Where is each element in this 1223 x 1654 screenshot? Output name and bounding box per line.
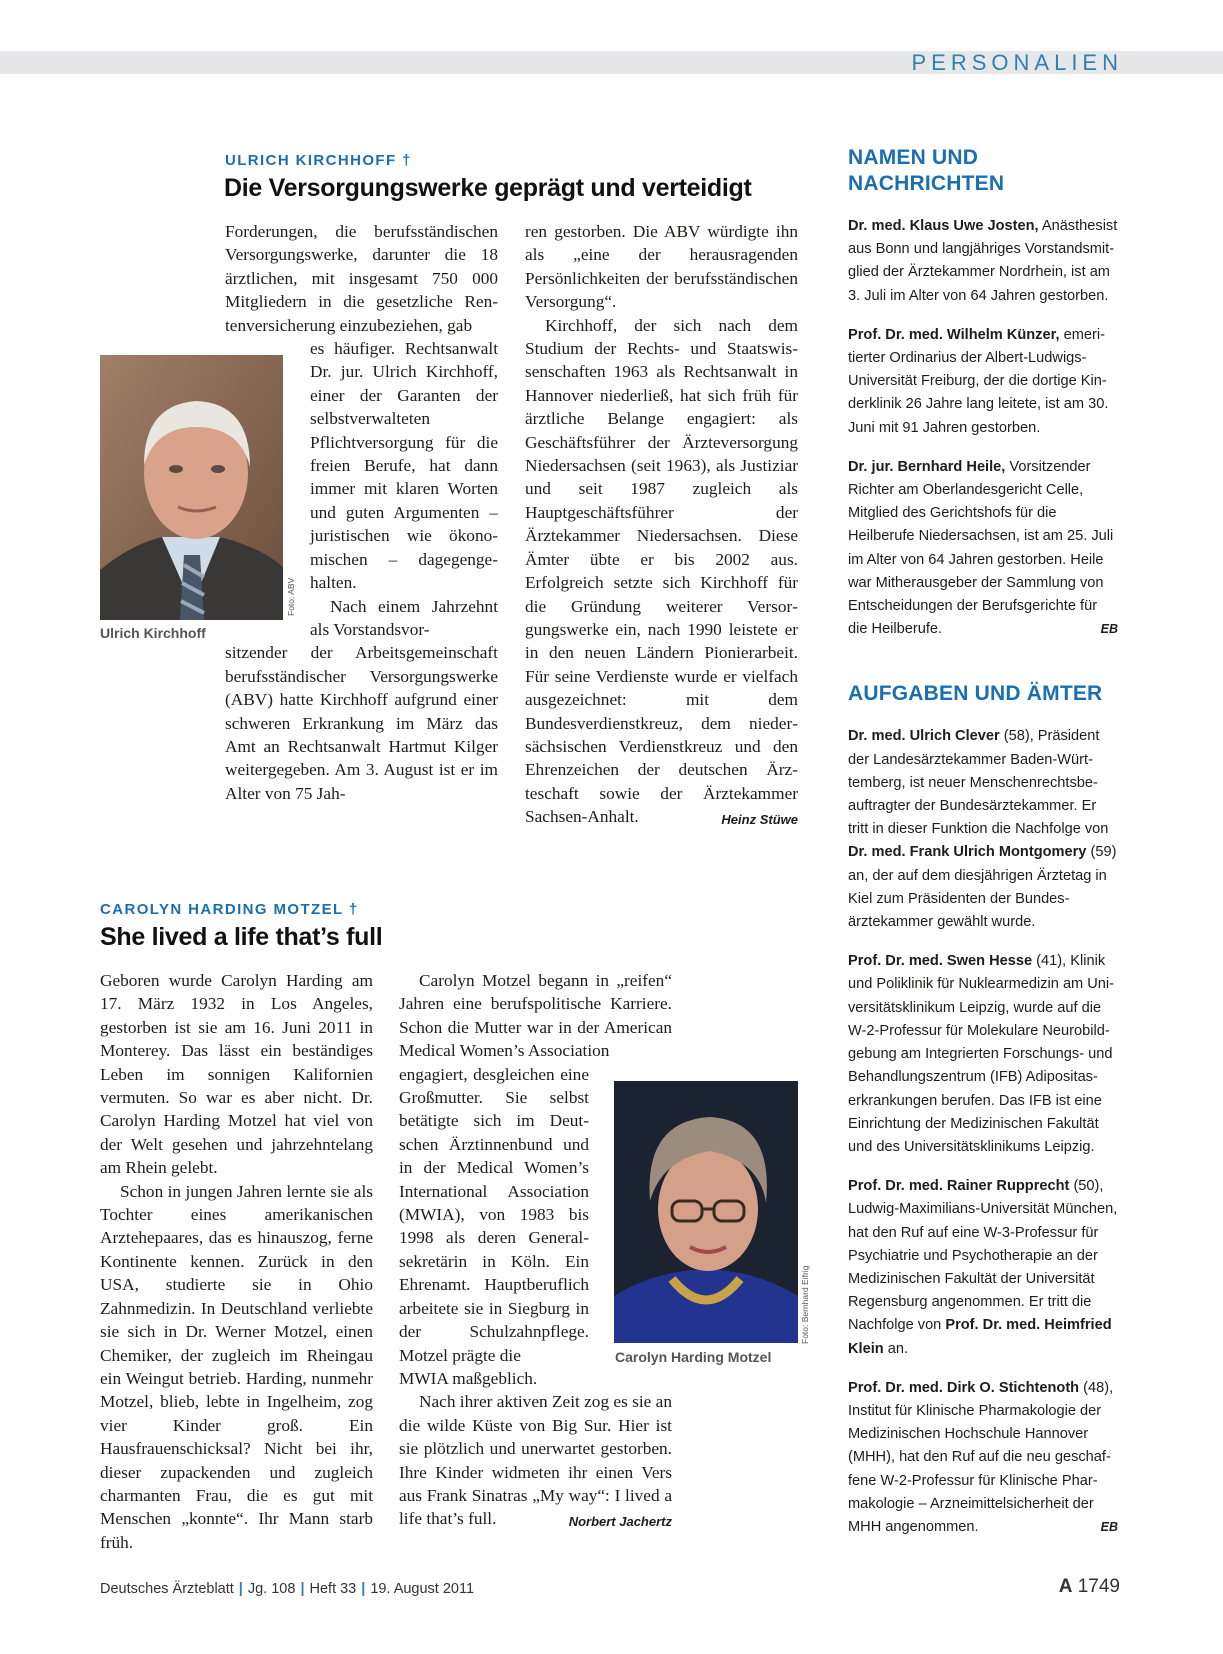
article2-headline: She lived a life that’s full [100, 923, 383, 951]
footer-volume: Jg. 108 [247, 1581, 296, 1597]
sidebar [848, 145, 1118, 1539]
article2-column2: Carolyn Motzel begann in „reifen“ Jahren eine berufspolitische Karriere. Schon die Mutter war in der American Medical Women’s Association engagiert, desgleichen eine Großmutter. Sie selbst betätigte sich im Deutschen Ärztinnenbund und in der Medical Women’s International Association (MWIA), von 1983 bis 1998 als deren Generalsekretärin in Köln. Ein Ehrenamt. Hauptberuflich arbeitete sie in Siegburg in der Schulzahnpflege. Motzel prägte die MWIA maßgeblich. Nach ihrer aktiven Zeit zog es sie an die wilde Küste von Big Sur. Hier ist sie plötzlich und unerwartet gestorben. Ihre Kinder widmeten ihr einen Vers aus Frank Sinatras „My way“: I lived a life that’s full. Norbert Jachertz [399, 969, 672, 1534]
footer-journal: Deutsches Ärzteblatt [100, 1581, 234, 1597]
article2-column1: Geboren wurde Carolyn Harding am 17. März 1932 in Los Angeles, gestorben ist sie am 16. Juni 2011 in Monterey. Das lässt ein beständiges Leben im sonnigen Kalifornien vermuten. So war es aber nicht. Dr. Carolyn Harding Motzel hat viel von der Welt gesehen und jahrzehntelang am Rhein gelebt. Schon in jungen Jahren lernte sie als Tochter eines amerikanischen Arztehepaares, das es hinauszog, ferne Kontinente kennen. Zurück in den USA, studierte sie in Ohio Zahnmedizin. In Deutschland verliebte sie sich in Dr. Werner Motzel, einen Chemiker, der zugleich im Rheingau ein Weingut betrieb. Harding, nunmehr Motzel, blieb, lebte in Ingelheim, zog vier Kinder groß. Ein Hausfrauenschicksal? Nicht bei ihr, dieser zupackenden und zugleich charmanten Frau, die es gut mit Menschen „konnte“. Ihr Mann starb früh. [100, 971, 373, 1552]
office-entry: Dr. med. Ulrich Clever (58), Präsident der Landesärztekammer Baden-Württemberg, ist neuer Menschenrechtsbeauftragter der Bundesärztekammer. Er tritt in dieser Funktion die Nachfolge von Dr. med. Frank Ulrich Montgomery (59) an, der auf dem diesjährigen Ärztetag in Kiel zum Präsidenten der Bundesärztekammer gewählt wurde. [848, 728, 1117, 931]
article1-author: Heinz Stüwe [721, 812, 798, 828]
article1-photo-caption: Ulrich Kirchhoff [100, 625, 206, 641]
sidebar-signature: EB [1100, 622, 1118, 637]
article1-kicker: ULRICH KIRCHHOFF † [225, 152, 412, 169]
page-number-value: 1749 [1077, 1576, 1120, 1597]
sidebar-heading-names: NAMEN UND NACHRICHTEN [848, 146, 1005, 195]
article1-column1: Forderungen, die berufsständischen Versorgungswerke, darunter die 18 ärztlichen, mit insgesamt 750 000 Mitgliedern in die gesetzliche Rentenversicherung einzubeziehen, gab es häufiger. Rechtsanwalt Dr. jur. Ulrich Kirchhoff, einer der Garanten der selbstverwalteten Pflichtversorgung für die freien Berufe, hat dann immer mit klaren Worten und guten Argumenten – juristischen wie ökonomischen – dagegengehalten. Nach einem Jahrzehnt als Vorstandsvor- sitzender der Arbeitsgemeinschaft berufsständischer Versorgungswerke (ABV) hatte Kirchhoff aufgrund einer schweren Erkrankung im März das Amt an Rechtsanwalt Hartmut Kilger weitergegeben. Am 3. August ist er im Alter von 75 Jah- [225, 222, 498, 803]
office-entry: Prof. Dr. med. Swen Hesse (41), Klinik und Poliklinik für Nuklearmedizin am Universitätsklinikum Leipzig, wurde auf die W-2-Professur für Molekulare Neurobildgebung am Integrierten Forschungs- und Behandlungszentrum (IFB) Adipositaserkrankungen berufen. Das IFB ist eine Einrichtung der Medizinischen Fakultät und des Universitätsklinikums Leipzig. [848, 953, 1115, 1155]
article2-photo-caption: Carolyn Harding Motzel [615, 1349, 772, 1365]
article1-headline: Die Versorgungswerke geprägt und verteidigt [224, 174, 752, 202]
news-entry: Prof. Dr. med. Wilhelm Künzer, emeritierter Ordinarius der Albert-Ludwigs-Universität Freiburg, der die dortige Kinderklinik 26 Jahre lang leitete, ist am 30. Juni mit 91 Jahren gestorben. [848, 326, 1109, 436]
article2-photo-credit: Foto: Bernhard Eifrig [800, 1265, 810, 1344]
portrait-carolyn-harding-motzel-image [614, 1081, 798, 1343]
page-prefix: A [1058, 1576, 1073, 1597]
news-entry: Dr. jur. Bernhard Heile, Vorsitzender Richter am Oberlandesgericht Celle, Mitglied des Gerichtshofs für die Heilberufe Niedersachsen, ist am 25. Juli im Alter von 64 Jahren gestorben. Heile war Mitherausgeber der Sammlung von Entscheidungen der Berufsgerichte für die Heilberufe. EB [848, 456, 1118, 642]
news-entry: Dr. med. Klaus Uwe Josten, Anästhesist aus Bonn und langjähriges Vorstandsmitglied der Ärztekammer Nordrhein, ist am 3. Juli im Alter von 64 Jahren gestorben. [848, 218, 1118, 304]
sidebar-heading-offices: AUFGABEN UND ÄMTER [848, 682, 1103, 706]
page-number [1059, 1576, 1120, 1598]
footer-date: 19. August 2011 [370, 1581, 475, 1597]
article2-author: Norbert Jachertz [568, 1514, 672, 1530]
sidebar-signature: EB [1100, 1519, 1118, 1534]
article1-photo-credit: Foto: ABV [286, 577, 296, 616]
portrait-carolyn-harding-motzel [614, 1081, 798, 1343]
section-label: PERSONALIEN [911, 50, 1123, 75]
office-entry: Prof. Dr. med. Dirk O. Stichtenoth (48), Institut für Klinische Pharmakologie der Medizinischen Hochschule Hannover (MHH), hat den Ruf auf die neu geschaffene W-2-Professur für Klinische Pharmakologie – Arzneimittelsicherheit der MHH angenommen. EB [848, 1377, 1118, 1539]
article2-kicker: CAROLYN HARDING MOTZEL † [100, 901, 359, 918]
footer-issue: Heft 33 [309, 1581, 357, 1597]
article1-column2: ren gestorben. Die ABV würdigte ihn als „eine der herausragenden Persönlichkeiten der berufsständischen Versorgung“. Kirchhoff, der sich nach dem Studium der Rechts- und Staatswissenschaften 1963 als Rechtsanwalt in Hannover niederließ, hat sich früh für ärztliche Belange engagiert: als Geschäftsführer der Ärzteversorgung Niedersachsen (seit 1963), als Justiziar und seit 1987 zugleich als Hauptgeschäftsführer der Ärztekammer Niedersachsen. Diese Ämter übte er bis 2002 aus. Erfolgreich setzte sich Kirchhoff für die Gründung weiterer Versorgungswerke ein, nach 1990 leistete er in den neuen Ländern Pionierarbeit. Für seine Verdienste wurde er vielfach ausgezeichnet: mit dem Bundesverdienstkreuz, dem niedersächsischen Verdienstkreuz und den Ehrenzeichen der deutschen Ärzteschaft sowie der Ärztekammer Sachsen-Anhalt. Heinz Stüwe [525, 220, 798, 832]
footer: Deutsches Ärzteblatt | Jg. 108 | Heft 33 | 19. August 2011 [100, 1581, 475, 1597]
office-entry: Prof. Dr. med. Rainer Rupprecht (50), Ludwig-Maximilians-Universität München, hat den Ruf auf eine W-3-Professur für Psychiatrie und Psychotherapie an der Medizinischen Fakultät der Universität Regensburg angenommen. Er tritt die Nachfolge von Prof. Dr. med. Heimfried Klein an. [848, 1178, 1118, 1357]
